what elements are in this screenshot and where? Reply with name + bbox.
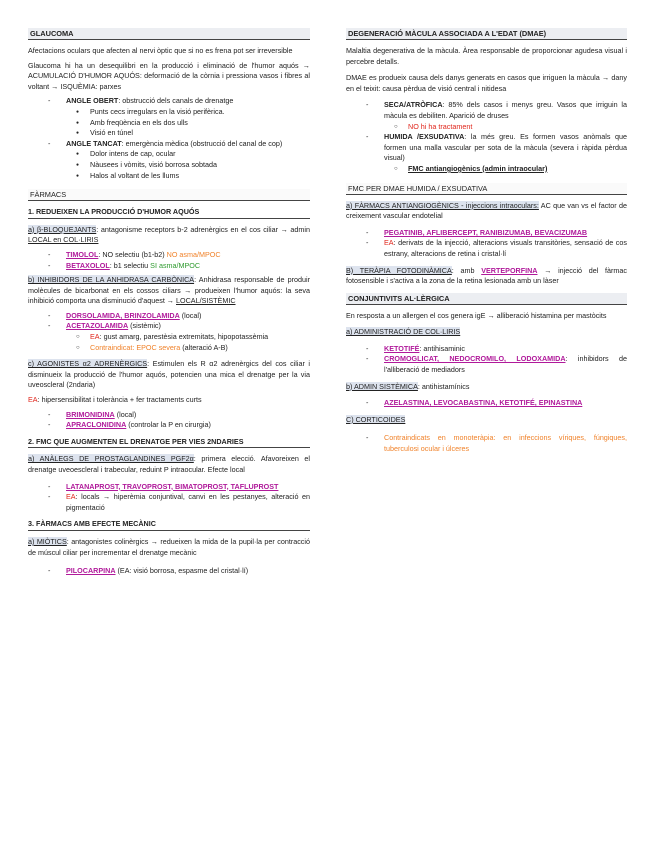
drug-cromoglicat: - CROMOGLICAT, NEDOCROMILO, LODOXAMIDA: inhibidors de l'alliberació de mediadors [346, 354, 627, 375]
drug-apraclonidina: - APRACLONIDINA (controlar la P en cirurgia) [28, 420, 310, 431]
antiangiogenic-text: a) FÀRMACS ANTIANGIOGÈNICS - injeccions intraoculars: AC que van vs el factor de creixement vascular endotelial [346, 200, 627, 221]
drug-dorzolamida: - DORSOLAMIDA, BRINZOLAMIDA (local) [28, 311, 310, 322]
corticoids-contraindication: - Contraindicats en monoteràpia: en infeccions víriques, fúngiques, tuberculosi ocular i úlceres [346, 433, 627, 454]
glaucoma-mechanism: Glaucoma hi ha un desequilibri en la producció i eliminació de l'humor aquós → ACUMULACIÓ D'HUMOR AQUÓS: deformació de la còrnia i pressiona vasos i fibres al voltant → ISQUÈMIA: parxes [28, 60, 310, 91]
angle-tancat: - ANGLE TANCAT: emergència mèdica (obstrucció del canal de cop) [28, 139, 310, 150]
section-title-conjunctivitis: CONJUNTIVITS AL·LÈRGICA [346, 293, 627, 305]
tancat-symptom: ● Dolor intens de cap, ocular [28, 149, 310, 160]
acetazolamida-contraindication: ○ Contraindicat: EPOC severa (alteració A-B) [28, 343, 310, 354]
drug-timolol: - TIMOLOL: NO selectiu (b1-b2) NO asma/MPOC [28, 250, 310, 261]
tancat-symptom: ● Nàusees i vòmits, visió borrosa sobtada [28, 160, 310, 171]
heading-increase-drainage: 2. FMC QUE AUGMENTEN EL DRENATGE PER VIES 2NDARIES [28, 437, 310, 449]
miotics-text: a) MIÒTICS: antagonistes colinèrgics → redueixen la mida de la pupil·la per contracció de múscul ciliar per incrementar el drenatge mecànic [28, 536, 310, 557]
drug-ketotife: - KETOTIFÉ: antihisaminic [346, 344, 627, 355]
drug-prostaglandins: - LATANAPROST, TRAVOPROST, BIMATOPROST, TAFLUPROST [28, 482, 310, 493]
section-title-farmacs: FÀRMACS [28, 189, 310, 201]
dmae-humida: - HUMIDA /EXSUDATIVA: la més greu. Es formen vasos anòmals que formen una malla vascular per sota de la màcula (severa i ràpida pèrdua visual) [346, 132, 627, 164]
beta-blockers-text: a) β-BLOQUEJANTS: antagonisme receptors b-2 adrenèrgics en el cos ciliar → admin LOCAL en COL·LIRIS [28, 224, 310, 245]
heading-mechanical: 3. FÀRMACS AMB EFECTE MECÀNIC [28, 519, 310, 531]
glaucoma-types [28, 96, 310, 181]
dmae-seca: - SECA/ATRÒFICA: 85% dels casos i menys greu. Vasos que irriguin la màcula es debiliten. Aparició de druses [346, 100, 627, 121]
drug-acetazolamida: - ACETAZOLAMIDA (sistèmic) [28, 321, 310, 332]
drug-antiangiogenics: - PEGATINIB, AFLIBERCEPT, RANIBIZUMAB, BEVACIZUMAB [346, 228, 627, 239]
prostaglandins-text: a) ANÀLEGS DE PROSTAGLANDINES PGF2α: primera elecció. Afavoreixen el drenatge uveoescleral i trabecular, reduint P intraocular. Efecte local [28, 454, 310, 474]
systemic-heading: b) ADMIN SISTÈMICA: antihistamínics [346, 381, 470, 391]
miotics-list [28, 566, 310, 577]
alpha2-agonists-text: c) AGONISTES α2 ADRENÈRGICS: Estimulen els R α2 adrenèrgics del cos ciliar i disminueix la producció de l'humor aquós, potencien una mica el drenatge per la via uveoscleral (2ndaria) [28, 359, 311, 390]
dmae-intro: Malaltia degenerativa de la màcula. Àrea responsable de proporcionar agudesa visual i percebre detalls. [346, 46, 627, 66]
systemic-list [346, 398, 627, 409]
prostaglandins-ea: - EA: locals → hiperèmia conjuntival, canvi en les pestanyes, alteració en pigmentació [28, 492, 310, 513]
obert-symptom: ● Amb freqüència en els dos ulls [28, 118, 310, 129]
tancat-symptom: ● Halos al voltant de les llums [28, 171, 310, 182]
conjunctivitis-intro: En resposta a un allergen el cos genera igE → alliberació histamina per mastòcits [346, 310, 607, 320]
alpha2-list [28, 410, 310, 431]
acetazolamida-ea: ○ EA: gust amarg, parestèsia extremitats, hipopotassèmia [28, 332, 310, 343]
right-column [346, 28, 627, 455]
glaucoma-intro: Afectacions oculars que afecten al nervi òptic que si no es frena pot ser irreversible [28, 46, 293, 55]
antiangiogenic-list [346, 228, 627, 260]
drug-betaxolol: - BETAXOLOL: b1 selectiu SI asma/MPOC [28, 261, 310, 272]
obert-symptom: ● Punts cecs irregulars en la visió perifèrica. [28, 107, 310, 118]
drug-antihistamines: - AZELASTINA, LEVOCABASTINA, KETOTIFÉ, EPINASTINA [346, 398, 627, 409]
dmae-seca-treatment: ○ NO hi ha tractament [346, 122, 627, 133]
dmae-mechanism: DMAE es produeix causa dels danys generats en casos que irriguen la màcula → dany en el teixit: causa pèrdua de visió central i nitidesa [346, 73, 627, 93]
collyris-heading: a) ADMINISTRACIÓ DE COL·LIRIS [346, 327, 461, 337]
section-title-glaucoma: GLAUCOMA [28, 28, 310, 40]
heading-reduce-production: 1. REDUEIXEN LA PRODUCCIÓ D'HUMOR AQUÓS [28, 207, 310, 219]
prostaglandins-list [28, 482, 310, 514]
dmae-humida-treatment: ○ FMC antiangiogènics (admin intraocular) [346, 164, 627, 175]
anhydrase-list [28, 311, 310, 353]
antiangiogenic-ea: - EA: derivats de la injecció, alteracions visuals transitòries, sensació de cos estrany, alteracions de retina i cristal·lí [346, 238, 627, 259]
obert-symptom: ● Visió en túnel [28, 128, 310, 139]
drug-pilocarpina: - PILOCARPINA (EA: visió borrosa, espasme del cristal·lí) [28, 566, 310, 577]
photodynamic-text: B) TERÀPIA FOTODINÀMICA: amb VERTEPORFINA → injecció del fàrmac fotosensible i s'activa a la zona de la retina lesionada amb un làser [346, 265, 628, 286]
anhydrase-inhibitors-text: b) INHIBIDORS DE LA ANHIDRASA CARBÒNICA: Anhidrasa responsable de produir molècules de bicarbonat en els cossos ciliars → produeixen l'humor aquós: la seva inhibició comporta una disminució d'aquest → LOCAL/SISTÈMIC [28, 275, 310, 306]
corticoids-list [346, 433, 627, 454]
corticoids-heading: C) CORTICOIDES [346, 414, 406, 424]
left-column [28, 28, 310, 577]
section-title-fmc-dmae: FMC PER DMAE HUMIDA / EXSUDATIVA [346, 183, 627, 195]
angle-obert: - ANGLE OBERT: obstrucció dels canals de drenatge [28, 96, 310, 107]
beta-blockers-list [28, 250, 310, 271]
section-title-dmae: DEGENERACIÓ MÀCULA ASSOCIADA A L'EDAT (DMAE) [346, 28, 627, 40]
collyris-list [346, 344, 627, 376]
alpha2-ea: EA: hipersensibilitat i tolerància + fer tractaments curts [28, 395, 202, 405]
drug-brimonidina: - BRIMONIDINA (local) [28, 410, 310, 421]
dmae-types [346, 100, 627, 174]
